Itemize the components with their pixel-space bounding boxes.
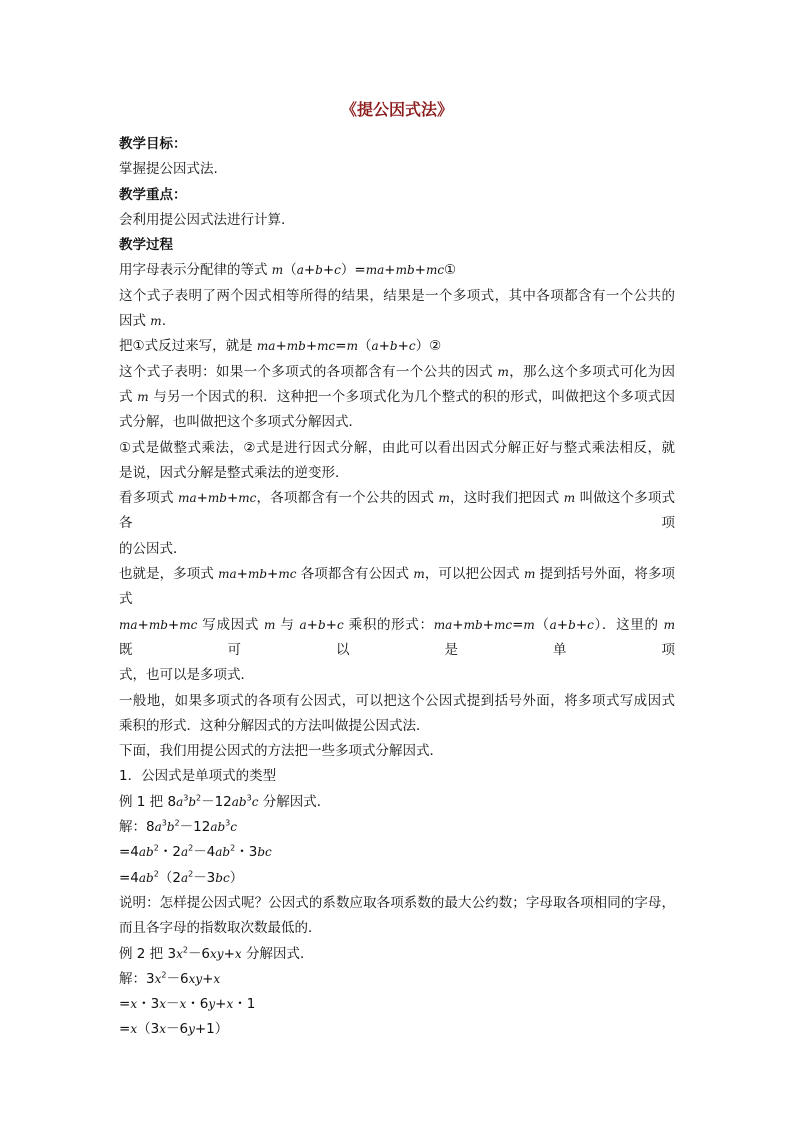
section-heading: 教学目标： <box>119 136 187 152</box>
text-line: =x・3x－x・6y+x・1 <box>119 996 256 1013</box>
text-line: 式，也可以是多项式． <box>119 667 254 684</box>
text-line: =x（3x－6y+1） <box>119 1021 229 1038</box>
text-line: 下面，我们用提公因式的方法把一些多项式分解因式． <box>119 743 443 760</box>
text-line: ma+mb+mc 写成因式 m 与 a+b+c 乘积的形式：ma+mb+mc=m（a+b+c）．这里的 m 既可以是单项 <box>119 616 675 658</box>
text-line: 把①式反过来写，就是 ma+mb+mc=m（a+b+c）② <box>119 338 442 355</box>
text-line: 解：$8a^3b^2-12ab^3c$ <box>119 818 237 836</box>
text-line: 也就是，多项式 ma+mb+mc 各项都含有公因式 m，可以把公因式 m 提到括号外面，将多项式 <box>119 566 675 608</box>
text-line: 说明：怎样提公因式呢？公因式的系数应取各项系数的最大公约数；字母取各项相同的字母， <box>119 894 675 911</box>
text-line: 一般地，如果多项式的各项有公因式，可以把这个公因式提到括号外面，将多项式写成因式 <box>119 692 675 709</box>
text-line: 用字母表示分配律的等式 m（a+b+c）=ma+mb+mc① <box>119 262 457 279</box>
text-line: 是说，因式分解是整式乘法的逆变形． <box>119 464 349 481</box>
document-title: 《提公因式法》 <box>340 100 453 119</box>
text-line: 例 1 把 $8a^3b^2-12ab^3c$ 分解因式． <box>119 793 331 810</box>
document-body <box>119 132 675 1043</box>
section-heading: 教学过程 <box>119 237 173 254</box>
text-line: 这个式子表明：如果一个多项式的各项都含有一个公共的因式 m，那么这个多项式可化为因 <box>119 363 676 380</box>
text-line: ①式是做整式乘法，②式是进行因式分解，由此可以看出因式分解正好与整式乘法相反，就 <box>119 439 675 456</box>
text-line: 这个式子表明了两个因式相等所得的结果，结果是一个多项式，其中各项都含有一个公共的 <box>119 287 675 304</box>
text-line: 乘积的形式．这种分解因式的方法叫做提公因式法． <box>119 717 430 734</box>
text-line: $=4ab^2$・$2a^2-4ab^2$・3bc <box>119 843 272 861</box>
text-line: 式 m 与另一个因式的积．这种把一个多项式化为几个整式的积的形式，叫做把这个多项式因 <box>119 388 676 405</box>
text-line: $=4ab^2(2a^2-3bc)$ <box>119 869 244 886</box>
text-line: 例 2 把 $3x^2-6xy+x$ 分解因式． <box>119 945 314 962</box>
text-line: 掌握提公因式法. <box>119 161 218 178</box>
text-line: 因式 m. <box>119 313 166 330</box>
text-line: 1．公因式是单项式的类型 <box>119 768 277 785</box>
text-line: 看多项式 ma+mb+mc，各项都含有一个公共的因式 m，这时我们把因式 m 叫做这个多项式各项 <box>119 490 675 532</box>
text-line: 而且各字母的指数取次数最低的． <box>119 920 322 937</box>
text-line: 会利用提公因式法进行计算. <box>119 211 286 228</box>
text-line: 解：$3x^2-6xy+x$ <box>119 970 221 987</box>
text-line: 式分解，也叫做把这个多项式分解因式． <box>119 414 362 431</box>
text-line: 的公因式． <box>119 540 187 557</box>
section-heading: 教学重点： <box>119 186 187 203</box>
